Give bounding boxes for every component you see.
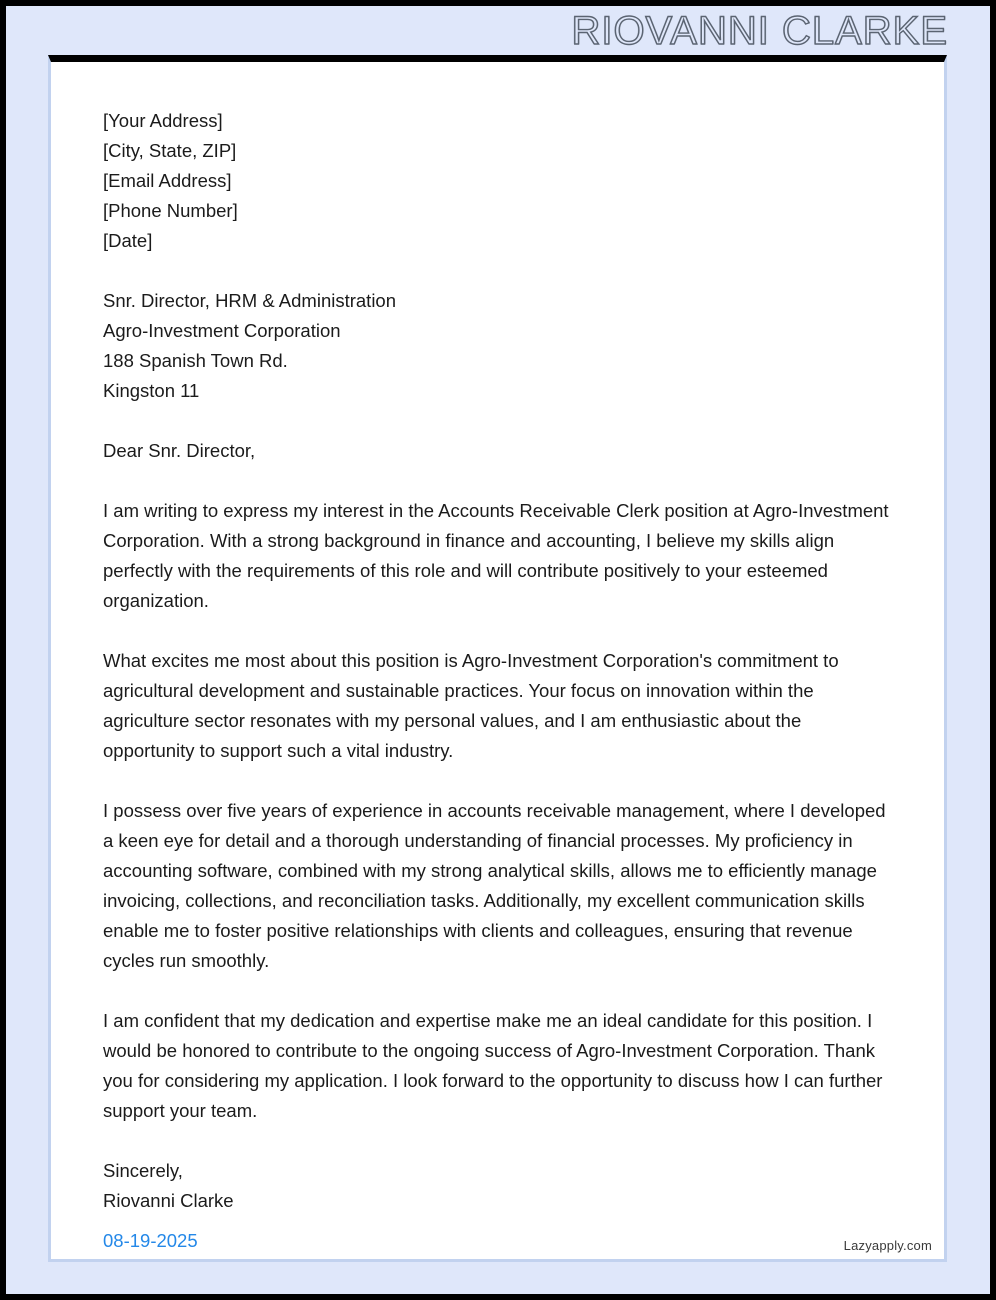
applicant-name-title: RIOVANNI CLARKE xyxy=(571,8,948,53)
salutation: Dear Snr. Director, xyxy=(103,440,256,461)
recipient-address-block xyxy=(103,286,892,406)
signature-name: Riovanni Clarke xyxy=(103,1190,234,1211)
sender-address-line: [Phone Number] xyxy=(103,200,238,221)
body-paragraph: I am writing to express my interest in the Accounts Receivable Clerk position at Agro-Investment Corporation. With a strong background in finance and accounting, I believe my skills align perfectly with the requirements of this role and will contribute positively to your esteemed organization. xyxy=(103,500,889,611)
date-stamp: 08-19-2025 xyxy=(103,1230,198,1251)
letterhead-header xyxy=(6,6,990,55)
recipient-address-line: 188 Spanish Town Rd. xyxy=(103,350,288,371)
recipient-address-line: Snr. Director, HRM & Administration xyxy=(103,290,397,311)
body-paragraph: I possess over five years of experience in accounts receivable management, where I developed a keen eye for detail and a thorough understanding of financial processes. My proficiency in accounting software, combined with my strong analytical skills, allows me to efficiently manage invoicing, collections, and reconciliation tasks. Additionally, my excellent communication skills enable me to foster positive relationships with clients and colleagues, ensuring that revenue cycles run smoothly. xyxy=(103,800,886,971)
sender-address-line: [City, State, ZIP] xyxy=(103,140,237,161)
recipient-address-line: Agro-Investment Corporation xyxy=(103,320,341,341)
body-paragraph: I am confident that my dedication and expertise make me an ideal candidate for this position. I would be honored to contribute to the ongoing success of Agro-Investment Corporation. Thank you for considering my application. I look forward to the opportunity to discuss how I can further support your team. xyxy=(103,1010,883,1121)
closing-block xyxy=(103,1156,892,1256)
sender-address-line: [Date] xyxy=(103,230,153,251)
body-paragraph: What excites me most about this position is Agro-Investment Corporation's commitment to agricultural development and sustainable practices. Your focus on innovation within the agriculture sector resonates with my personal values, and I am enthusiastic about the opportunity to support such a vital industry. xyxy=(103,650,839,761)
sender-address-line: [Your Address] xyxy=(103,110,223,131)
letter-sheet xyxy=(48,55,947,1262)
sender-address-line: [Email Address] xyxy=(103,170,232,191)
sender-address-block xyxy=(103,106,892,256)
valediction: Sincerely, xyxy=(103,1160,183,1181)
letter-body xyxy=(51,62,944,1256)
recipient-address-line: Kingston 11 xyxy=(103,380,200,401)
footer-watermark: Lazyapply.com xyxy=(843,1238,932,1253)
